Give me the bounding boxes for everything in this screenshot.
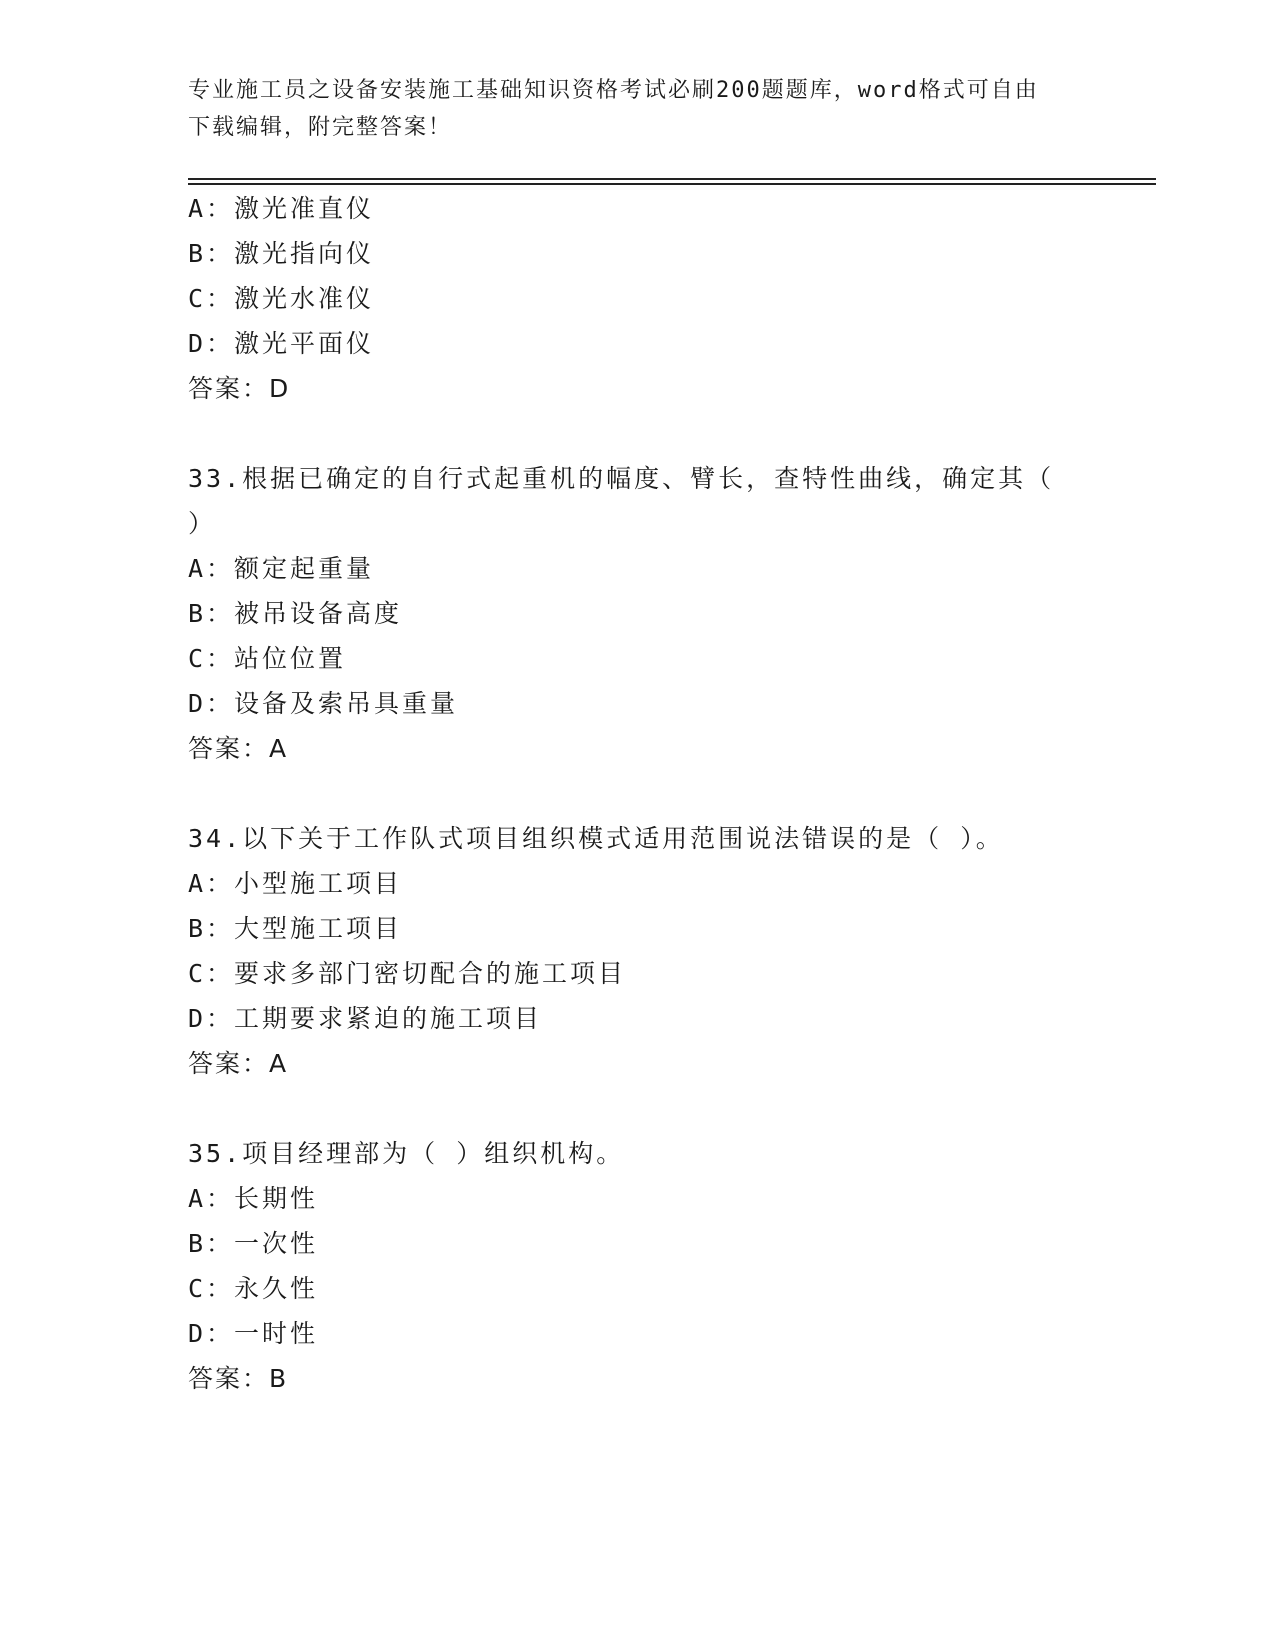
q35-option-b: B：一次性 xyxy=(188,1229,319,1258)
header-line-1: 专业施工员之设备安装施工基础知识资格考试必刷200题题库，word格式可自由 xyxy=(188,78,1039,103)
q34-answer: 答案：A xyxy=(188,1049,289,1078)
q32-option-b: B：激光指向仪 xyxy=(188,239,375,268)
q35-option-d: D：一时性 xyxy=(188,1319,319,1348)
q32-option-d: D：激光平面仪 xyxy=(188,329,375,358)
q34-option-d: D：工期要求紧迫的施工项目 xyxy=(188,1004,543,1033)
q32-option-c: C：激光水准仪 xyxy=(188,284,375,313)
q34-option-b: B：大型施工项目 xyxy=(188,914,403,943)
q33-option-b: B：被吊设备高度 xyxy=(188,599,403,628)
q35-answer: 答案：B xyxy=(188,1364,289,1393)
q34-stem: 34.以下关于工作队式项目组织模式适用范围说法错误的是（ ）。 xyxy=(188,824,1004,853)
q34-option-a: A：小型施工项目 xyxy=(188,869,403,898)
header-line-2: 下载编辑，附完整答案！ xyxy=(188,115,453,140)
q33-option-c: C：站位位置 xyxy=(188,644,347,673)
q32-option-a: A：激光准直仪 xyxy=(188,194,375,223)
q34-option-c: C：要求多部门密切配合的施工项目 xyxy=(188,959,627,988)
q33-option-d: D：设备及索吊具重量 xyxy=(188,689,459,718)
q32-answer: 答案：D xyxy=(188,374,291,403)
q33-stem-line-2: ） xyxy=(188,509,217,538)
q35-option-c: C：永久性 xyxy=(188,1274,319,1303)
header-divider-top xyxy=(188,178,1156,180)
document-header xyxy=(188,72,1088,146)
q35-stem: 35.项目经理部为（ ）组织机构。 xyxy=(188,1139,625,1168)
header-divider-bottom xyxy=(188,183,1156,185)
q33-stem-line-1: 33.根据已确定的自行式起重机的幅度、臂长，查特性曲线，确定其（ xyxy=(188,464,1055,493)
q35-option-a: A：长期性 xyxy=(188,1184,319,1213)
q33-option-a: A：额定起重量 xyxy=(188,554,375,583)
q33-answer: 答案：A xyxy=(188,734,289,763)
